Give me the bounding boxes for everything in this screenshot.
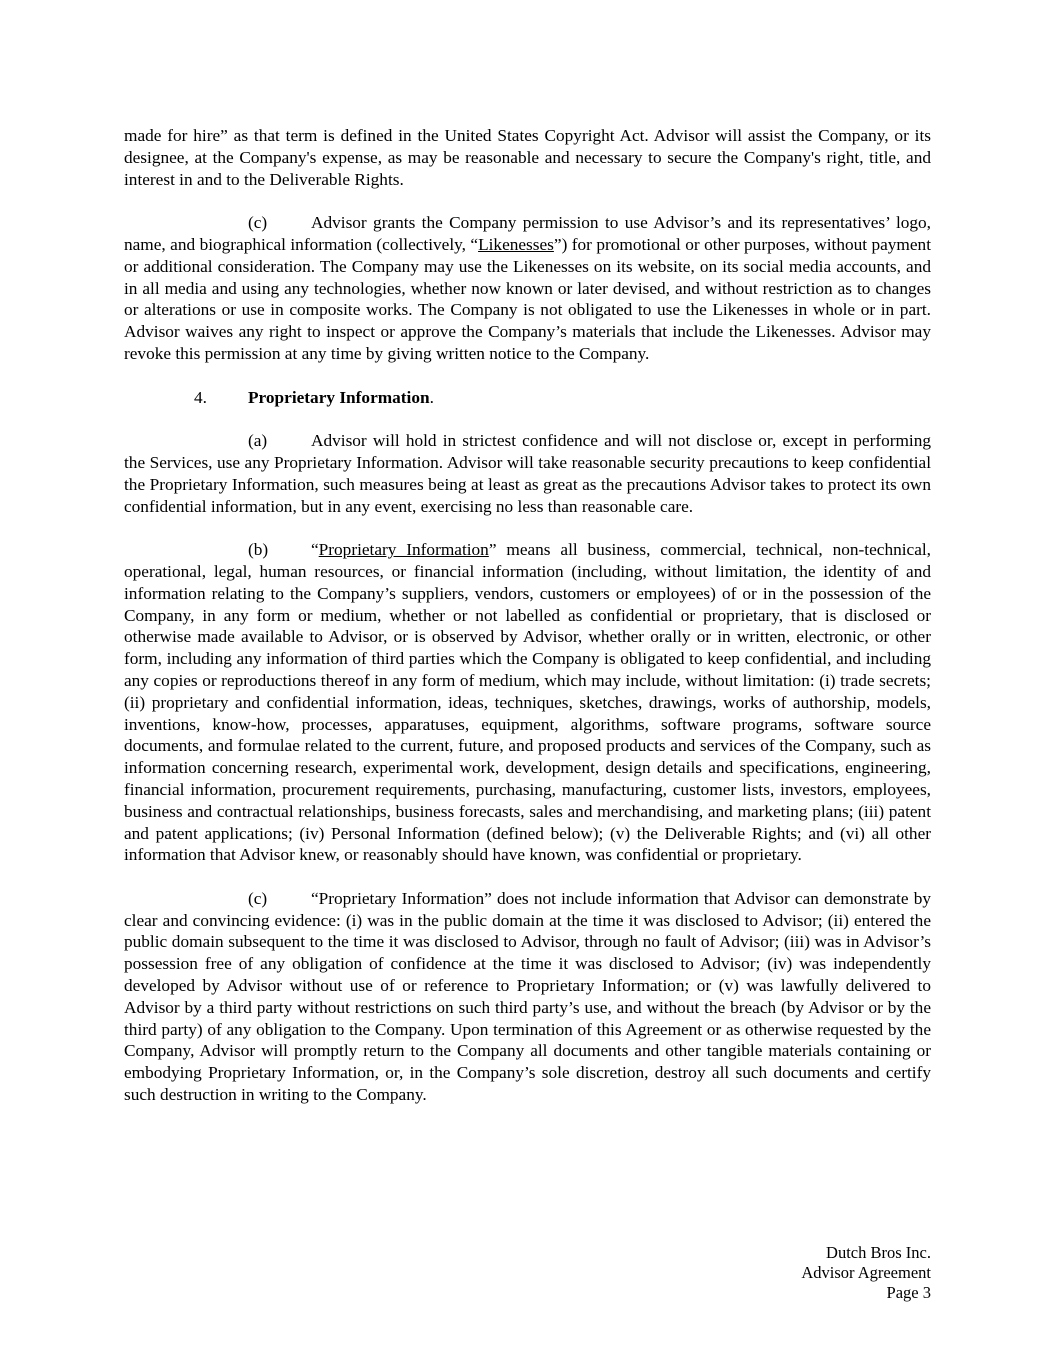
defined-term-likenesses: Likenesses [478, 234, 554, 254]
footer-page-number: Page 3 [886, 1283, 931, 1302]
paragraph-4c [124, 888, 931, 1106]
section-heading [124, 387, 931, 409]
section-title-period: . [429, 387, 434, 407]
section-number: 4. [194, 387, 207, 407]
paragraph-text-post: ”) for promotional or other purposes, without payment or additional consideration. The Company may use the Likenesses on its website, on its social media accounts, and in all media and using any technologies, whether now known or later devised, and without restriction as to changes or alterations or use in composite works. The Company is not obligated to use the Likenesses in whole or in part. Advisor waives any right to inspect or approve the Company’s materials that include the Likenesses. Advisor may revoke this permission at any time by giving written notice to the Company. [124, 234, 931, 363]
paragraph-continuation: made for hire” as that term is defined in the United States Copyright Act. Advisor will assist the Company, or its designee, at the Company's expense, as may be reasonable and necessary to secure the Company's right, title, and interest in and to the Deliverable Rights. [124, 126, 931, 189]
paragraph-text: Advisor will hold in strictest confidence and will not disclose or, except in performing the Services, use any Proprietary Information. Advisor will take reasonable security precautions to keep confidential the Proprietary Information, such measures being at least as great as the precautions Advisor takes to protect its own confidential information, but in any event, exercising no less than reasonable care. [124, 431, 931, 516]
clause-label: (b) [248, 540, 269, 560]
footer-company: Dutch Bros Inc. [826, 1243, 931, 1262]
paragraph-text: “Proprietary Information” does not include information that Advisor can demonstrate by clear and convincing evidence: (i) was in the public domain at the time it was disclosed to Advisor; (ii) entered the public domain subsequent to the time it was disclosed to Advisor, through no fault of Advisor; (iii) was in Advisor’s possession free of any obligation of confidence at the time it was disclosed to Advisor; (iv) was independently developed by Advisor without use of or reference to Proprietary Information; or (v) was lawfully delivered to Advisor by a third party without restrictions on such third party’s use, and without the breach (by Advisor or by the third party) of any obligation to the Company. Upon termination of this Agreement or as otherwise requested by the Company, Advisor will promptly return to the Company all documents and other tangible materials containing or embodying Proprietary Information, or, in the Company’s sole discretion, destroy all such documents and certify such destruction in writing to the Company. [124, 888, 931, 1105]
paragraph-4b [124, 539, 931, 866]
paragraph-4a [124, 430, 931, 517]
section-title: Proprietary Information [248, 387, 430, 407]
document-body [124, 125, 931, 1128]
paragraph-text-pre: Advisor grants the Company permission to use Advisor’s and its representatives’ logo, name, and biographical information (collectively, “ [124, 213, 931, 254]
paragraph-3c [124, 212, 931, 365]
clause-label: (a) [248, 431, 268, 451]
open-quote: “ [311, 540, 319, 560]
footer-document-title: Advisor Agreement [801, 1263, 931, 1282]
defined-term-proprietary-information: Proprietary Information [318, 540, 489, 560]
clause-label: (c) [248, 888, 268, 908]
page-footer [801, 1243, 931, 1303]
clause-label: (c) [248, 213, 268, 233]
paragraph-text: ” means all business, commercial, technical, non-technical, operational, legal, human resources, or financial information (including, without limitation, the identity of and information relating to the Company’s suppliers, vendors, customers or employees) of or in the possession of the Company, in any form or medium, whether or not labelled as confidential or proprietary, that is disclosed or otherwise made available to Advisor, or is observed by Advisor, whether orally or in written, electronic, or other form, including any information of third parties which the Company is obligated to keep confidential, and including any copies or reproductions thereof in any form of medium, which may include, without limitation: (i) trade secrets; (ii) proprietary and confidential information, ideas, techniques, sketches, drawings, works of authorship, models, inventions, know-how, processes, apparatuses, equipment, algorithms, software programs, software source documents, and formulae related to the current, future, and proposed products and services of the Company, such as information concerning research, experimental work, development, design details and specifications, engineering, financial information, procurement requirements, purchasing, manufacturing, customer lists, investors, employees, business and contractual relationships, business forecasts, sales and merchandising, and marketing plans; (iii) patent and patent applications; (iv) Personal Information (defined below); (v) the Deliverable Rights; and (vi) all other information that Advisor knew, or reasonably should have known, was confidential or proprietary. [124, 540, 931, 865]
